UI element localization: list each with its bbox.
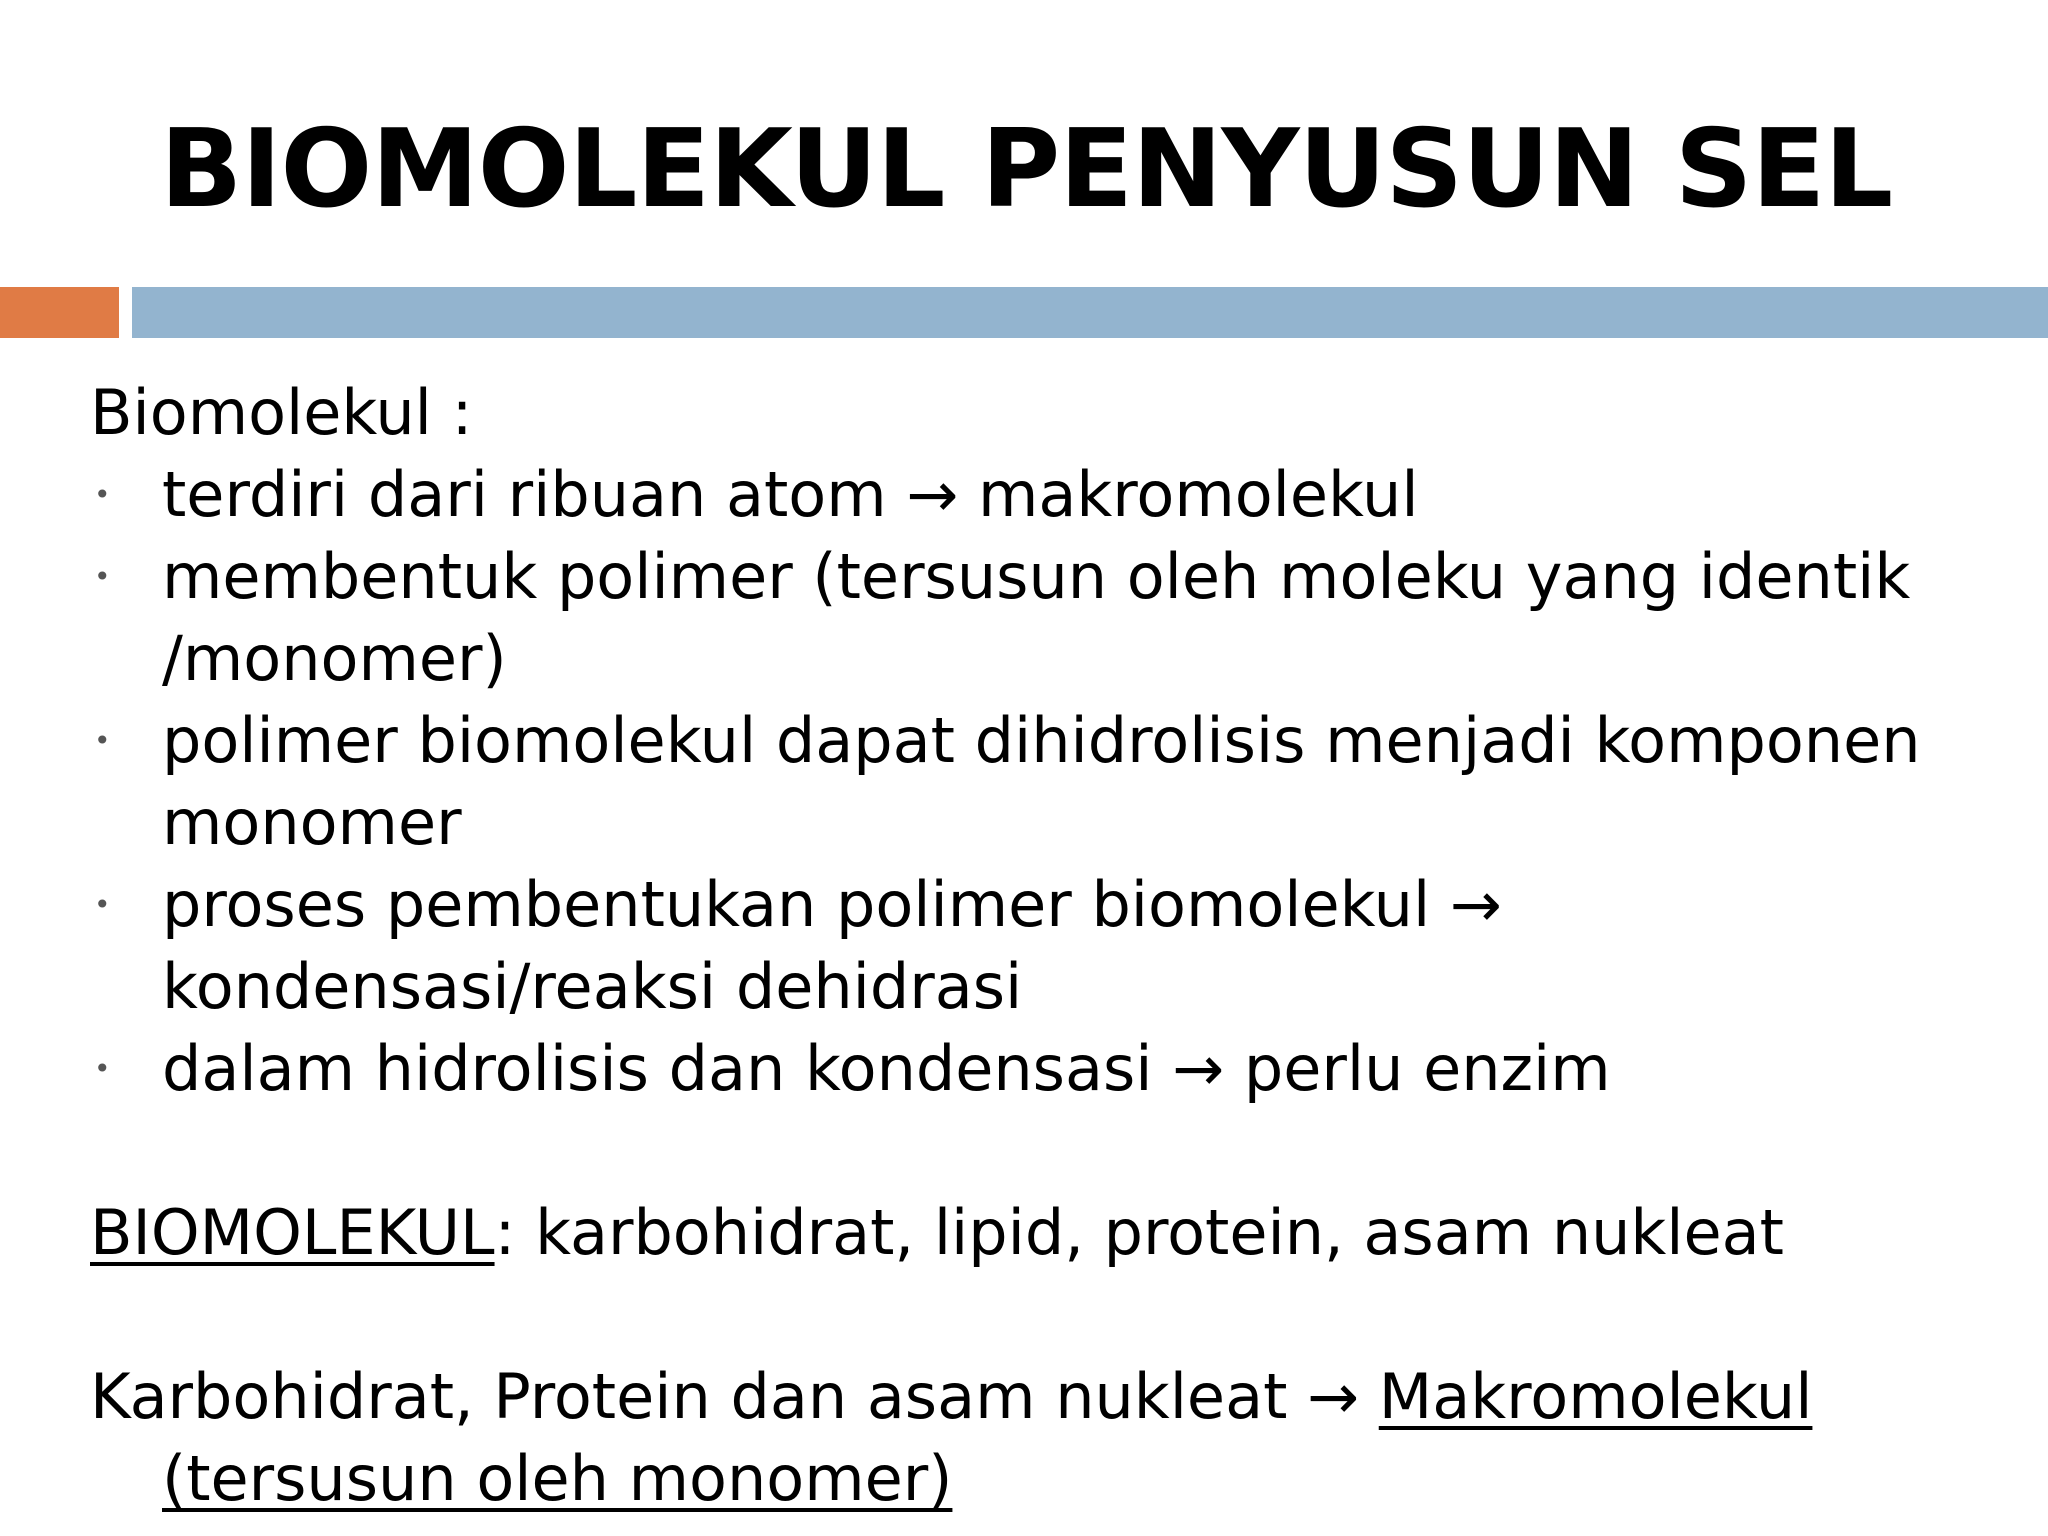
- bullet-text: membentuk polimer (tersusun oleh moleku yang identik /monomer): [162, 540, 1911, 695]
- slide-content: [90, 372, 2010, 1520]
- bullet-item: [90, 536, 2010, 700]
- bullet-item: [90, 864, 2010, 1028]
- makromolekul-term: Makromolekul (tersusun oleh monomer): [162, 1360, 1813, 1515]
- bullet-item: [90, 454, 2010, 536]
- slide-title: BIOMOLEKUL PENYUSUN SEL: [160, 107, 1893, 232]
- biomolekul-list: : karbohidrat, lipid, protein, asam nukleat: [494, 1196, 1784, 1269]
- bullet-dot-icon: •: [94, 560, 111, 593]
- bullet-item: [90, 1028, 2010, 1110]
- bullet-dot-icon: •: [94, 478, 111, 511]
- accent-bar-orange: [0, 287, 119, 338]
- biomolekul-definition: [90, 1192, 2010, 1274]
- bullet-text: dalam hidrolisis dan kondensasi → perlu enzim: [162, 1032, 1611, 1105]
- makromolekul-statement: [90, 1356, 2010, 1520]
- bullet-item: [90, 700, 2010, 864]
- bullet-text: terdiri dari ribuan atom → makromolekul: [162, 458, 1419, 531]
- intro-line: Biomolekul :: [90, 376, 473, 449]
- bullet-text: polimer biomolekul dapat dihidrolisis menjadi komponen monomer: [162, 704, 1921, 859]
- biomolekul-term: BIOMOLEKUL: [90, 1196, 495, 1269]
- spacer: [90, 1274, 2010, 1356]
- bullet-list: [90, 454, 2010, 1110]
- bullet-dot-icon: •: [94, 724, 111, 757]
- bullet-dot-icon: •: [94, 888, 111, 921]
- bullet-dot-icon: •: [94, 1052, 111, 1085]
- makromolekul-lead: Karbohidrat, Protein dan asam nukleat →: [90, 1360, 1379, 1433]
- spacer: [90, 1110, 2010, 1192]
- bullet-text: proses pembentukan polimer biomolekul → kondensasi/reaksi dehidrasi: [162, 868, 1502, 1023]
- accent-bar-blue: [132, 287, 2048, 338]
